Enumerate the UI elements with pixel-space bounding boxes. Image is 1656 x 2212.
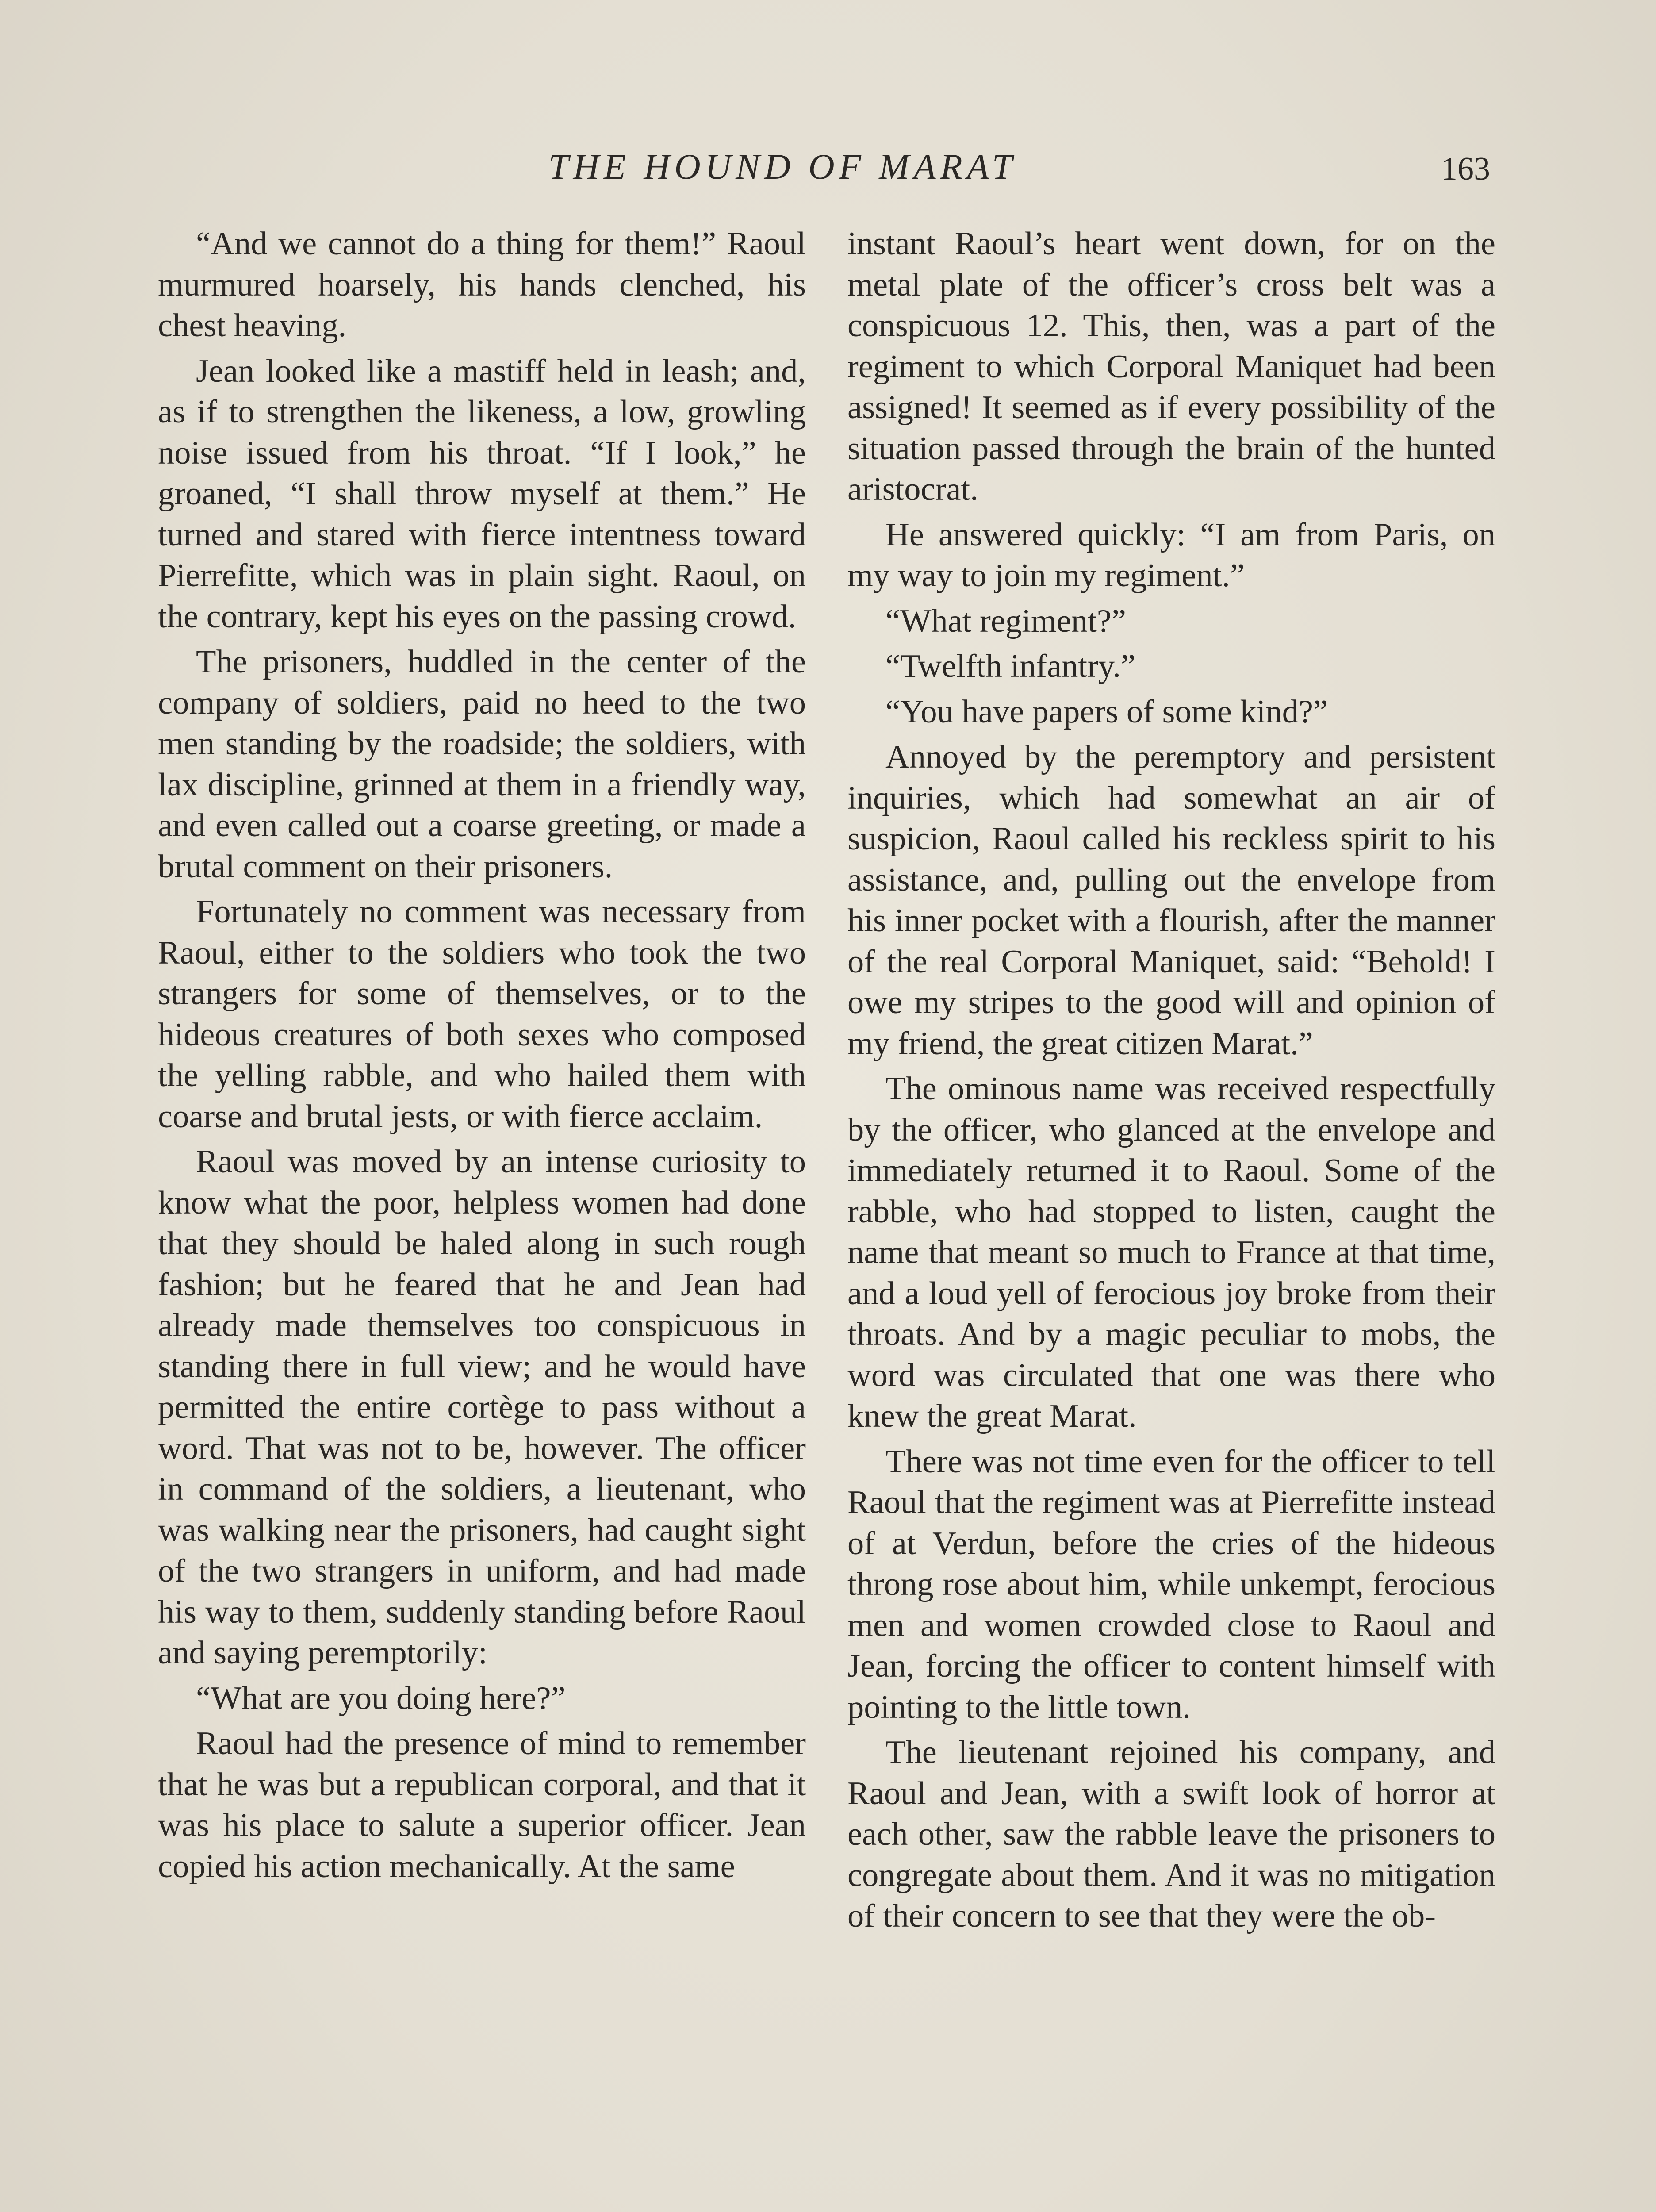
paragraph: “What regiment?” (886, 603, 1126, 639)
paragraph: Raoul had the presence of mind to remember that he was but a republican corporal, and that it was his place to salute a superior officer. Jean copied his action mechanically. At the same (158, 1725, 806, 1885)
paragraph: Annoyed by the peremptory and persistent inquiries, which had somewhat an air of suspicion, Raoul called his reckless spirit to his assistance, and, pulling out the envelope from his inner pocket with a flourish, after the manner of the real Corporal Maniquet, said: “Behold! I owe my stripes to the good will and opinion of my friend, the great citizen Marat.” (847, 739, 1495, 1062)
paragraph: “And we cannot do a thing for them!” Raoul murmured hoarsely, his hands clenched, his chest heaving. (158, 226, 806, 344)
paragraph: “What are you doing here?” (196, 1680, 566, 1717)
paragraph: Raoul was moved by an intense curiosity to know what the poor, helpless women had done that they should be haled along in such rough fashion; but he feared that he and Jean had already made themselves too conspicuous in standing there in full view; and he would have permitted the entire cortège to pass without a word. That was not to be, however. The officer in command of the soldiers, a lieutenant, who was walking near the prisoners, had caught sight of the two strangers in uniform, and had made his way to them, suddenly standing before Raoul and saying peremptorily: (158, 1144, 806, 1671)
page-number: 163 (1441, 151, 1490, 187)
paragraph: The ominous name was received respectfully by the officer, who glanced at the envelope and immediately returned it to Raoul. Some of the rabble, who had stopped to listen, caught the name that meant so much to France at that time, and a loud yell of ferocious joy broke from their throats. And by a magic peculiar to mobs, the word was circulated that one was there who knew the great Marat. (847, 1071, 1495, 1434)
right-column (847, 223, 1495, 1941)
paragraph: He answered quickly: “I am from Paris, on my way to join my regiment.” (847, 516, 1495, 594)
running-title: THE HOUND OF MARAT (548, 146, 1017, 187)
paragraph: Jean looked like a mastiff held in leash; and, as if to strengthen the likeness, a low, growling noise issued from his throat. “If I look,” he groaned, “I shall throw myself at them.” He turned and stared with fierce intentness toward Pierrefitte, which was in plain sight. Raoul, on the contrary, kept his eyes on the passing crowd. (158, 353, 806, 635)
paragraph: “You have papers of some kind?” (886, 693, 1328, 730)
paragraph: The lieutenant rejoined his company, and Raoul and Jean, with a swift look of horror at each other, saw the rabble leave the prisoners to congregate about them. And it was no mitigation of their concern to see that they were the ob- (847, 1734, 1495, 1934)
left-column (158, 223, 806, 1891)
paragraph: “Twelfth infantry.” (886, 648, 1136, 684)
paragraph: Fortunately no comment was necessary from Raoul, either to the soldiers who took the two strangers for some of themselves, or to the hideous creatures of both sexes who composed the yelling rabble, and who hailed them with coarse and brutal jests, or with fierce acclaim. (158, 894, 806, 1135)
paragraph: The prisoners, huddled in the center of the company of soldiers, paid no heed to the two men standing by the roadside; the soldiers, with lax discipline, grinned at them in a friendly way, and even called out a coarse greeting, or made a brutal comment on their prisoners. (158, 644, 806, 885)
paragraph: There was not time even for the officer to tell Raoul that the regiment was at Pierrefitte instead of at Verdun, before the cries of the hideous throng rose about him, while unkempt, ferocious men and women crowded close to Raoul and Jean, forcing the officer to content himself with pointing to the little town. (847, 1443, 1495, 1725)
paragraph-continued: instant Raoul’s heart went down, for on the metal plate of the officer’s cross belt was a conspicuous 12. This, then, was a part of the regiment to which Corporal Maniquet had been assigned! It seemed as if every possibility of the situation passed through the brain of the hunted aristocrat. (847, 226, 1495, 507)
